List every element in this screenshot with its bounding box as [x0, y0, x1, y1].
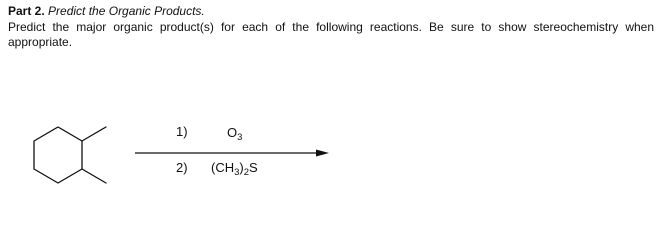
cyclohexane-ring [34, 127, 82, 183]
part-label: Part 2. [8, 4, 45, 18]
part-title: Predict the Organic Products. [48, 4, 205, 18]
reactant-structure [34, 127, 106, 183]
exocyclic-double-bond-inner [82, 169, 106, 183]
step2-reagent: $(CH_3)_2S$ [211, 160, 258, 178]
reaction-arrow [135, 150, 329, 157]
step2-number: 2) [176, 160, 188, 175]
instructions-text: Predict the major organic product(s) for each of the following reactions. Be sure to show stereochemistry when appropriate. [8, 19, 654, 49]
step1-number: 1) [176, 124, 188, 139]
arrow-head [316, 150, 329, 157]
exocyclic-double-bond-outer [82, 127, 106, 141]
step1-reagent: $O_3$ [227, 125, 243, 143]
